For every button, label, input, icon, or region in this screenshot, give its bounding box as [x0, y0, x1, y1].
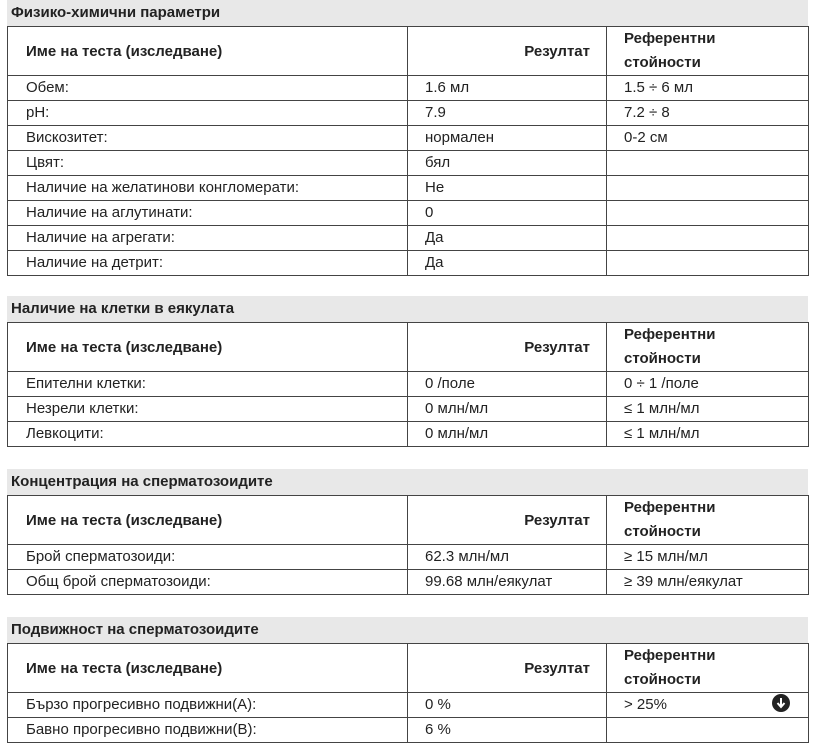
- header-test-name: Име на теста (изследване): [8, 27, 408, 76]
- table-row: [8, 176, 809, 201]
- row-result: 0 млн/мл: [408, 397, 607, 422]
- row-result: 7.9: [408, 101, 607, 126]
- table-row: [8, 251, 809, 276]
- header-reference: [607, 644, 809, 693]
- row-ref: [607, 176, 809, 201]
- header-reference-line2: стойности: [624, 523, 701, 540]
- row-result: 6 %: [408, 718, 607, 743]
- header-reference-line1: Референтни: [624, 647, 716, 664]
- section-title: Подвижност на сперматозоидите: [7, 617, 808, 643]
- header-result: Резултат: [408, 496, 607, 545]
- header-reference: [607, 27, 809, 76]
- row-ref: ≥ 39 млн/еякулат: [607, 570, 809, 595]
- table-row: [8, 76, 809, 101]
- table-row: [8, 545, 809, 570]
- section-sperm-concentration: [7, 469, 808, 595]
- row-result: 99.68 млн/еякулат: [408, 570, 607, 595]
- table-header-row: [8, 27, 809, 76]
- section-title: Физико-химични параметри: [7, 0, 808, 26]
- row-ref: 7.2 ÷ 8: [607, 101, 809, 126]
- row-result: 0: [408, 201, 607, 226]
- section-title: Наличие на клетки в еякулата: [7, 296, 808, 322]
- section-cells-in-ejaculate: [7, 296, 808, 447]
- row-name: pH:: [8, 101, 408, 126]
- table-row: [8, 101, 809, 126]
- row-ref: [607, 151, 809, 176]
- row-name: Епителни клетки:: [8, 372, 408, 397]
- table-header-row: [8, 644, 809, 693]
- header-test-name: Име на теста (изследване): [8, 323, 408, 372]
- header-reference: [607, 496, 809, 545]
- row-result: бял: [408, 151, 607, 176]
- row-result: нормален: [408, 126, 607, 151]
- row-result: 0 млн/мл: [408, 422, 607, 447]
- row-ref: 1.5 ÷ 6 мл: [607, 76, 809, 101]
- header-reference-line2: стойности: [624, 350, 701, 367]
- table-header-row: [8, 496, 809, 545]
- header-reference-line2: стойности: [624, 671, 701, 688]
- row-name: Наличие на агрегати:: [8, 226, 408, 251]
- row-ref: ≥ 15 млн/мл: [607, 545, 809, 570]
- results-table: [7, 643, 809, 743]
- arrow-down-circle-icon[interactable]: [772, 694, 790, 712]
- row-name: Цвят:: [8, 151, 408, 176]
- row-ref: ≤ 1 млн/мл: [607, 397, 809, 422]
- arrow-down-glyph: [776, 698, 786, 709]
- section-title: Концентрация на сперматозоидите: [7, 469, 808, 495]
- row-ref: > 25%: [607, 693, 809, 718]
- table-row: [8, 151, 809, 176]
- table-header-row: [8, 323, 809, 372]
- row-ref: 0 ÷ 1 /поле: [607, 372, 809, 397]
- row-name: Наличие на желатинови конгломерати:: [8, 176, 408, 201]
- row-ref: [607, 226, 809, 251]
- row-name: Вискозитет:: [8, 126, 408, 151]
- row-result: Не: [408, 176, 607, 201]
- table-row: [8, 201, 809, 226]
- row-ref: ≤ 1 млн/мл: [607, 422, 809, 447]
- results-table: [7, 495, 809, 595]
- table-row: [8, 126, 809, 151]
- row-result: 0 /поле: [408, 372, 607, 397]
- row-name: Общ брой сперматозоиди:: [8, 570, 408, 595]
- table-row: [8, 718, 809, 743]
- row-name: Обем:: [8, 76, 408, 101]
- row-name: Незрели клетки:: [8, 397, 408, 422]
- header-test-name: Име на теста (изследване): [8, 644, 408, 693]
- row-name: Брой сперматозоиди:: [8, 545, 408, 570]
- results-table: [7, 26, 809, 276]
- table-row: [8, 570, 809, 595]
- row-name: Бързо прогресивно подвижни(A):: [8, 693, 408, 718]
- header-result: Резултат: [408, 644, 607, 693]
- header-reference-line2: стойности: [624, 54, 701, 71]
- header-reference-line1: Референтни: [624, 30, 716, 47]
- header-reference-line1: Референтни: [624, 326, 716, 343]
- row-name: Бавно прогресивно подвижни(B):: [8, 718, 408, 743]
- row-result: 62.3 млн/мл: [408, 545, 607, 570]
- row-result: Да: [408, 251, 607, 276]
- header-result: Резултат: [408, 323, 607, 372]
- header-result: Резултат: [408, 27, 607, 76]
- table-row: [8, 372, 809, 397]
- section-physico-chemical: [7, 0, 808, 276]
- row-result: 1.6 мл: [408, 76, 607, 101]
- results-table: [7, 322, 809, 447]
- row-ref: 0-2 см: [607, 126, 809, 151]
- table-row: [8, 397, 809, 422]
- row-name: Наличие на детрит:: [8, 251, 408, 276]
- row-result: 0 %: [408, 693, 607, 718]
- row-name: Левкоцити:: [8, 422, 408, 447]
- table-row: [8, 226, 809, 251]
- row-ref: [607, 201, 809, 226]
- header-reference-line1: Референтни: [624, 499, 716, 516]
- section-sperm-motility: [7, 617, 808, 743]
- table-row: [8, 693, 809, 718]
- row-ref: [607, 251, 809, 276]
- table-row: [8, 422, 809, 447]
- header-reference: [607, 323, 809, 372]
- header-test-name: Име на теста (изследване): [8, 496, 408, 545]
- row-ref: [607, 718, 809, 743]
- row-name: Наличие на аглутинати:: [8, 201, 408, 226]
- row-result: Да: [408, 226, 607, 251]
